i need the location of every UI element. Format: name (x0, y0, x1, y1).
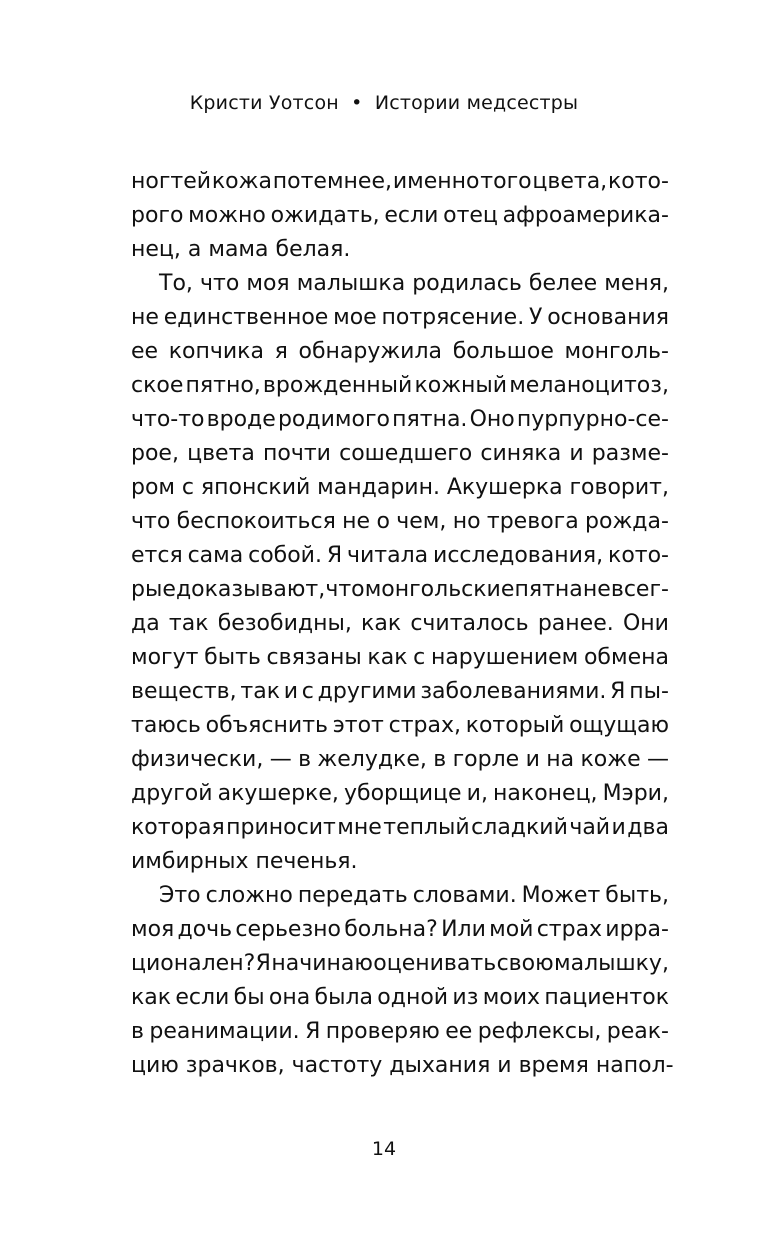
text-line (131, 505, 669, 539)
word: что-то (131, 407, 205, 432)
text-line (131, 267, 669, 301)
word: отец (443, 203, 498, 228)
word: мне (337, 815, 382, 840)
word: Или (441, 917, 486, 942)
word: ее (131, 339, 159, 364)
word: Я (326, 543, 343, 568)
word: если (384, 203, 439, 228)
word: мое (333, 305, 377, 330)
word: быть (204, 645, 261, 670)
word: могут (131, 645, 199, 670)
text-line (131, 777, 669, 811)
word: мой (489, 917, 534, 942)
word: как (131, 985, 172, 1010)
word: моя (131, 917, 175, 942)
word: меланоцитоз, (509, 373, 669, 398)
word: если (175, 985, 230, 1010)
word: обмена (583, 645, 669, 670)
word: цвета, (532, 169, 608, 194)
word: беспокоиться (176, 509, 336, 534)
word: и (611, 815, 626, 840)
word: того (480, 169, 532, 194)
word: потрясение. (381, 305, 525, 330)
word: и, (466, 781, 488, 806)
word: пациенток (544, 985, 669, 1010)
word: именно (392, 169, 480, 194)
word: монголь- (564, 339, 669, 364)
word: что (131, 509, 171, 534)
word: То, (159, 271, 193, 296)
word: о (376, 509, 390, 534)
text-line (131, 369, 669, 403)
word: рого (131, 203, 184, 228)
word: собой. (248, 543, 322, 568)
word: два (627, 815, 669, 840)
word: так (240, 679, 280, 704)
text-line (131, 1015, 669, 1049)
text-line (131, 947, 669, 981)
word: белее (528, 271, 598, 296)
word: реанимации. (149, 1019, 300, 1044)
word: на (546, 747, 575, 772)
text-line: нец, а мама белая. (131, 237, 351, 262)
word: ее (445, 1019, 473, 1044)
text-line (131, 641, 669, 675)
word: больна? (344, 917, 438, 942)
word: рефлексы, (477, 1019, 602, 1044)
word: Может (521, 883, 601, 908)
page-number: 14 (371, 1138, 397, 1160)
text-line (131, 811, 669, 845)
word: ирра- (605, 917, 669, 942)
word: пятна. (392, 407, 468, 432)
text-line (131, 913, 669, 947)
word: почти (263, 441, 331, 466)
word: с (181, 475, 194, 500)
word: пурпурно-се- (516, 407, 669, 432)
word: наконец, (493, 781, 598, 806)
word: страх (536, 917, 603, 942)
text-line (131, 709, 669, 743)
word: мандарин. (317, 475, 440, 500)
word: в (131, 1019, 144, 1044)
word: читала (347, 543, 429, 568)
word: коже (580, 747, 641, 772)
running-head (0, 92, 768, 114)
header-book-title: Истории медсестры (374, 92, 579, 114)
word: горле (452, 747, 520, 772)
word: объяснить (205, 713, 328, 738)
word: ром (131, 475, 176, 500)
word: кото- (608, 543, 669, 568)
word: с (301, 679, 314, 704)
word: сладкий (471, 815, 568, 840)
word: моих (482, 985, 541, 1010)
word: акушерке, (217, 781, 339, 806)
word: исследования, (433, 543, 604, 568)
word: разме- (591, 441, 669, 466)
word: этот (332, 713, 384, 738)
word: кото- (607, 169, 669, 194)
word: веществ, (131, 679, 237, 704)
word: доказывают, (175, 577, 326, 602)
word: передать (297, 883, 408, 908)
word: другой (131, 781, 213, 806)
word: чем, (396, 509, 447, 534)
word: можно (188, 203, 266, 228)
text-line (131, 743, 669, 777)
word: дочь (177, 917, 233, 942)
word: приносит (226, 815, 336, 840)
text-line (131, 573, 669, 607)
word: заболеваниями. (420, 679, 607, 704)
word: сошедшего (339, 441, 473, 466)
word: теплый (383, 815, 470, 840)
word: Они (622, 611, 669, 636)
word: — (269, 747, 292, 772)
word: в (433, 747, 447, 772)
word: которая (131, 815, 225, 840)
word: меня, (604, 271, 669, 296)
word: рожда- (585, 509, 669, 534)
word: одной (377, 985, 449, 1010)
word: всег- (610, 577, 669, 602)
word: японский (200, 475, 311, 500)
word: тревога (486, 509, 579, 534)
text-line (131, 301, 669, 335)
word: пятно, (185, 373, 261, 398)
word: не (342, 509, 371, 534)
word: связаны (266, 645, 362, 670)
word: другими (317, 679, 417, 704)
word: ожидать, (270, 203, 380, 228)
word: У (529, 305, 543, 330)
word: цвета (187, 441, 255, 466)
word: пятна (514, 577, 583, 602)
word: и (525, 747, 540, 772)
word: ское (131, 373, 184, 398)
word: желудке, (317, 747, 427, 772)
word: основания (547, 305, 669, 330)
text-line (131, 437, 669, 471)
word: малышка (296, 271, 406, 296)
text-line: имбирных печенья. (131, 849, 358, 874)
word: Это (159, 883, 201, 908)
word: и (283, 679, 299, 704)
body-text (131, 165, 674, 1083)
word: потемнее, (272, 169, 392, 194)
word: врожденный (262, 373, 413, 398)
word: малышку, (554, 951, 669, 976)
text-line (131, 199, 669, 233)
word: была (314, 985, 373, 1010)
word: рое, (131, 441, 179, 466)
word: проверяю (325, 1019, 440, 1044)
word: ощущаю (569, 713, 669, 738)
text-line (131, 675, 669, 709)
word: оценивать (373, 951, 497, 976)
word: моя (246, 271, 290, 296)
text-line (131, 165, 669, 199)
word: я (274, 339, 288, 364)
word: реак- (606, 1019, 669, 1044)
text-line (131, 471, 669, 505)
word: обнаружила (298, 339, 443, 364)
word: с (413, 645, 426, 670)
header-author: Кристи Уотсон (189, 92, 339, 114)
word: Оно (469, 407, 515, 432)
word: страх, (388, 713, 461, 738)
word: кожа (211, 169, 272, 194)
text-line (131, 539, 669, 573)
word: начинаю (271, 951, 373, 976)
word: — (646, 747, 669, 772)
word: серьезно (235, 917, 342, 942)
word: вроде (206, 407, 276, 432)
word: ется (131, 543, 183, 568)
word: Я (255, 951, 271, 976)
word: таюсь (131, 713, 201, 738)
word: не (582, 577, 611, 602)
word: она (268, 985, 311, 1010)
text-line (131, 335, 669, 369)
word: и (569, 441, 584, 466)
word: родилась (412, 271, 522, 296)
word: быть, (605, 883, 669, 908)
word: кожный (414, 373, 508, 398)
word: словами. (412, 883, 517, 908)
text-line (131, 879, 669, 913)
text-line (131, 607, 669, 641)
word: говорит, (569, 475, 669, 500)
word: сама (187, 543, 244, 568)
word: но (452, 509, 481, 534)
word: считалось (410, 611, 529, 636)
word: Акушерка (446, 475, 563, 500)
word: рые (131, 577, 176, 602)
word: большое (452, 339, 554, 364)
word: афроамерика- (502, 203, 669, 228)
word: что (200, 271, 240, 296)
word: нарушением (430, 645, 579, 670)
word: не (131, 305, 159, 330)
word: монгольские (364, 577, 515, 602)
word: да (131, 611, 160, 636)
word: ногтей (131, 169, 212, 194)
word: в (298, 747, 312, 772)
word: копчика (168, 339, 264, 364)
header-separator: • (351, 92, 363, 114)
word: свою (496, 951, 554, 976)
word: что (325, 577, 365, 602)
word: как (367, 645, 408, 670)
word: бы (233, 985, 265, 1010)
text-line (131, 403, 669, 437)
word: пы- (629, 679, 669, 704)
word: безобидны, (217, 611, 352, 636)
word: уборщице (343, 781, 462, 806)
word: из (452, 985, 479, 1010)
word: Я (305, 1019, 321, 1044)
word: как (361, 611, 402, 636)
text-line: цию зрачков, частоту дыхания и время напол- (131, 1053, 674, 1078)
word: единственное (163, 305, 329, 330)
word: ционален? (131, 951, 256, 976)
word: физически, (131, 747, 264, 772)
word: так (168, 611, 209, 636)
word: чай (569, 815, 611, 840)
word: родимого (277, 407, 390, 432)
text-line (131, 981, 669, 1015)
word: Я (610, 679, 626, 704)
word: который (465, 713, 565, 738)
word: ранее. (537, 611, 614, 636)
word: Мэри, (602, 781, 669, 806)
word: синяка (480, 441, 562, 466)
word: сложно (205, 883, 293, 908)
